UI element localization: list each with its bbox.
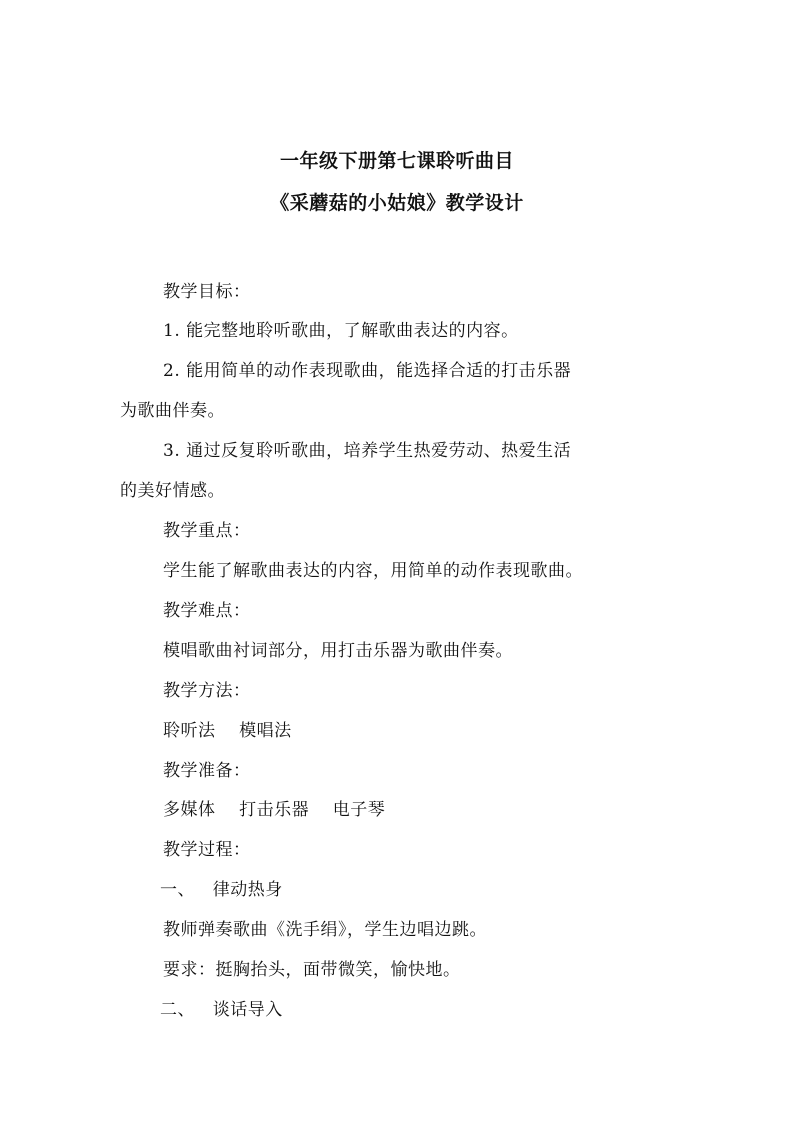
step-1-heading: 一、 律动热身 [160,880,283,900]
document-title-line-1: 一年级下册第七课聆听曲目 [279,150,514,172]
step-1-requirement: 要求：挺胸抬头，面带微笑，愉快地。 [163,960,461,980]
objective-3-line-2: 的美好情感。 [120,481,225,501]
key-points-text: 学生能了解歌曲表达的内容，用简单的动作表现歌曲。 [163,561,583,581]
methods-heading: 教学方法： [163,681,251,701]
process-heading: 教学过程： [163,840,251,860]
preparation-heading: 教学准备： [163,761,251,781]
step-1-text: 教师弹奏歌曲《洗手绢》，学生边唱边跳。 [163,920,487,940]
difficulties-text: 模唱歌曲衬词部分，用打击乐器为歌曲伴奏。 [163,641,513,661]
methods-text: 聆听法 模唱法 [163,721,292,741]
preparation-text: 多媒体 打击乐器 电子琴 [163,800,386,820]
key-points-heading: 教学重点： [163,521,251,541]
difficulties-heading: 教学难点： [163,601,251,621]
objectives-heading: 教学目标： [163,282,251,302]
objective-2-line-1: 2. 能用简单的动作表现歌曲，能选择合适的打击乐器 [163,361,572,381]
objective-3-line-1: 3. 通过反复聆听歌曲，培养学生热爱劳动、热爱生活 [163,441,572,461]
objective-1: 1. 能完整地聆听歌曲，了解歌曲表达的内容。 [163,321,519,341]
document-title-line-2: 《采蘑菇的小姑娘》教学设计 [270,192,524,214]
step-2-heading: 二、 谈话导入 [160,1000,283,1020]
objective-2-line-2: 为歌曲伴奏。 [120,401,225,421]
